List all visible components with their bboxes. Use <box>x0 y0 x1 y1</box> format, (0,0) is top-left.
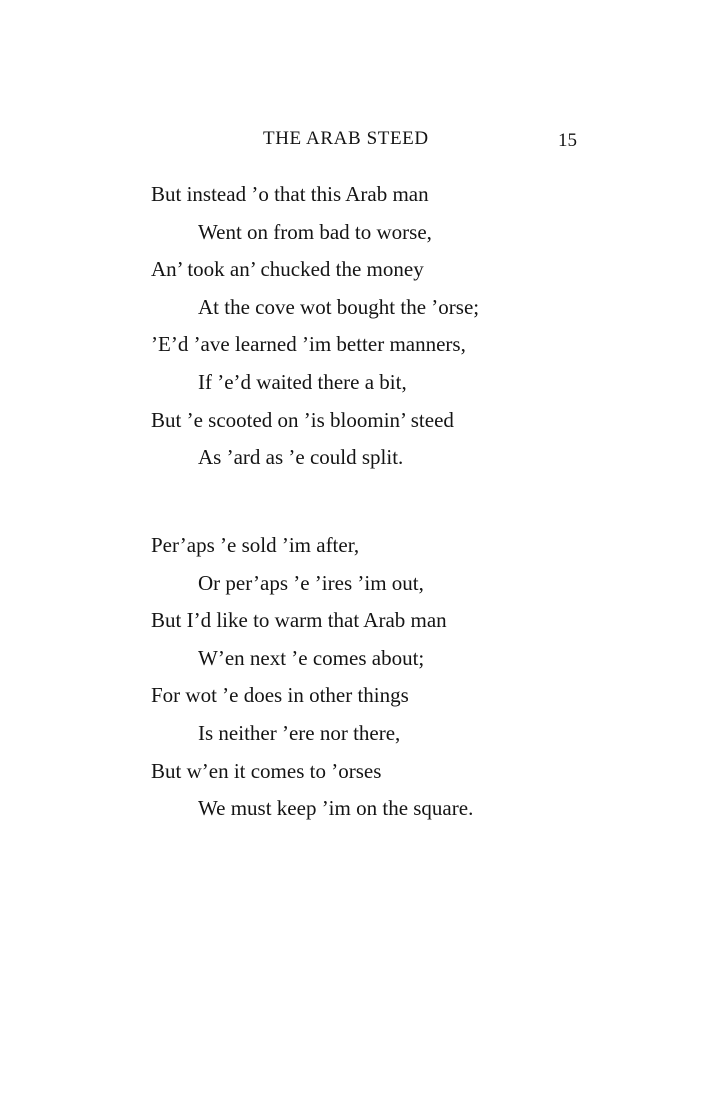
poem-line: For wot ’e does in other things <box>151 683 409 708</box>
poem-line: If ’e’d waited there a bit, <box>198 369 407 394</box>
poem-line: We must keep ’im on the square. <box>198 796 474 821</box>
poem-line: Per’aps ’e sold ’im after, <box>151 533 360 557</box>
poem-line: An’ took an’ chucked the money <box>151 257 424 282</box>
poem-line: But ’e scooted on ’is bloomin’ steed <box>151 407 454 432</box>
stanza-2 <box>151 527 671 828</box>
poem-line: But I’d like to warm that Arab man <box>151 608 447 633</box>
poem-line: As ’ard as ’e could split. <box>198 445 404 470</box>
poem-line: But instead ’o that this Arab man <box>151 182 429 206</box>
poem-line: But w’en it comes to ’orses <box>151 758 382 783</box>
poem-line: ’E’d ’ave learned ’im better manners, <box>151 332 466 357</box>
poem-line: Is neither ’ere nor there, <box>198 720 401 745</box>
stanza-1 <box>151 176 671 477</box>
poem-line: Went on from bad to worse, <box>198 219 432 244</box>
running-title: THE ARAB STEED <box>263 128 429 149</box>
poem-line: At the cove wot bought the ’orse; <box>198 294 480 319</box>
poem-line: Or per’aps ’e ’ires ’im out, <box>198 570 424 595</box>
page-number: 15 <box>558 130 577 151</box>
poem-line: W’en next ’e comes about; <box>198 645 425 670</box>
